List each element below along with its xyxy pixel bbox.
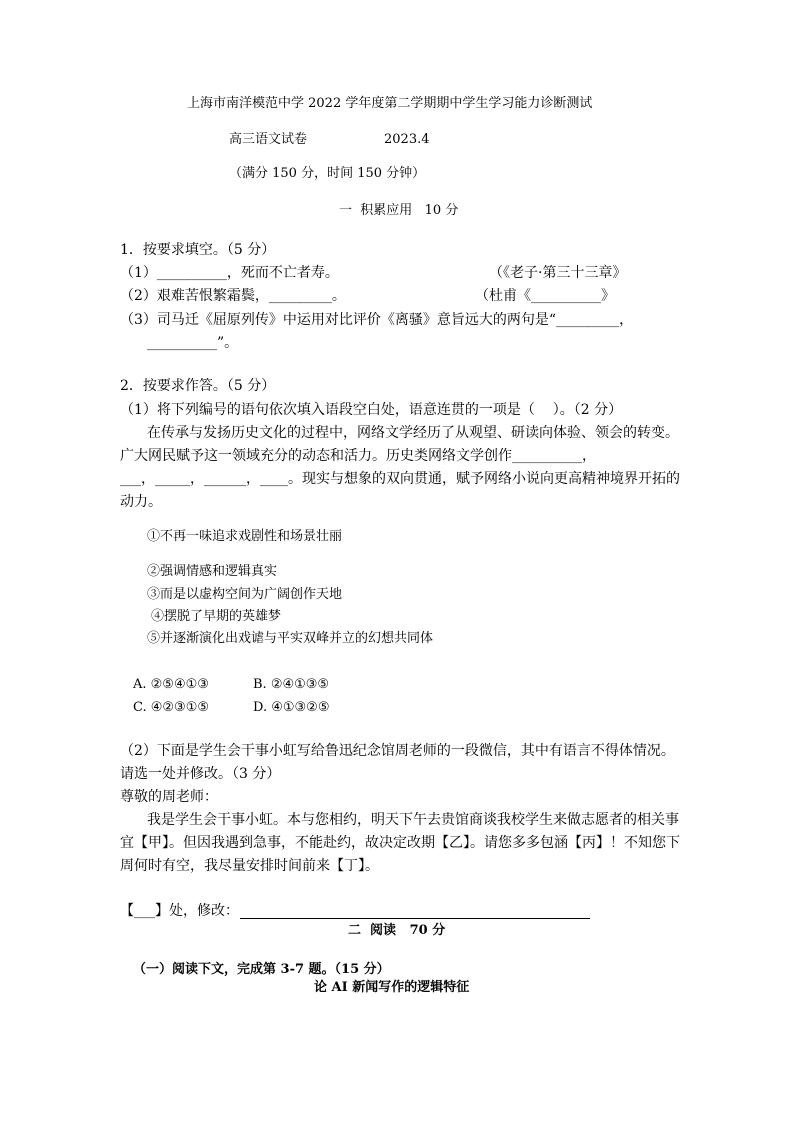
choice-a: A. ②⑤④①③ [133,677,209,692]
q2-sentence-option: ②强调情感和逻辑真实 [147,564,278,579]
q1-item-1: （1）__________，死而不亡者寿。 [120,265,339,281]
letter-body-line: 周何时有空，我尽量安排时间前来【丁】。 [120,858,379,874]
answer-prefix: 【___】处，修改： [120,903,239,919]
q1-label: 1．按要求填空。（5 分） [120,242,276,258]
reading-part1-label: （一）阅读下文，完成第 3-7 题。（15 分） [133,962,390,977]
q1-item-3-cont: __________”。 [147,335,239,351]
exam-title: 上海市南洋模范中学 2022 学年度第二学期期中学生学习能力诊断测试 [187,96,593,111]
section1-heading: 一 积累应用 10 分 [339,203,459,218]
q1-item-2: （2）艰难苦恨繁霜鬓，_________。 [120,288,346,304]
choice-c: C. ④②③①⑤ [133,700,210,715]
full-marks-note: （满分 150 分，时间 150 分钟） [229,166,426,181]
q2-sentence-option: ④摆脱了早期的英雄梦 [151,609,282,624]
answer-blank-line[interactable] [240,918,590,919]
letter-greeting: 尊敬的周老师： [120,789,218,805]
choice-b: B. ②④①③⑤ [253,677,330,692]
q2-sub2-prompt: （2）下面是学生会干事小虹写给鲁迅纪念馆周老师的一段微信，其中有语言不得体情况。 [120,743,675,759]
exam-date: 2023.4 [384,132,430,147]
q2-sub1-prompt: （1）将下列编号的语句依次填入语段空白处，语意连贯的一项是（ ）。（2 分） [120,402,623,418]
choice-d: D. ④①③②⑤ [253,700,330,715]
q1-item-2-source: （杜甫《__________》 [475,288,615,304]
q2-passage-line: 动力。 [120,494,162,510]
q2-sub2-prompt: 请选一处并修改。（3 分） [120,766,281,782]
q2-sentence-option: ③而是以虚构空间为广阔创作天地 [147,587,343,602]
exam-subject: 高三语文试卷 [229,132,308,147]
article-title: 论 AI 新闻写作的逻辑特征 [314,980,470,995]
q2-passage-line: ___，_____，______，____。现实与想象的双向贯通，赋予网络小说向更高精神境界开拓的 [120,471,680,487]
letter-body-line: 我是学生会干事小虹。本与您相约，明天下午去贵馆商谈我校学生来做志愿者的相关事 [147,812,679,828]
letter-body-line: 宜【甲】。但因我遇到急事，不能赴约，故决定改期【乙】。请您多多包涵【丙】！不知您下 [120,835,680,851]
q2-label: 2．按要求作答。（5 分） [120,378,276,394]
q1-item-1-source: （《老子·第三十三章》 [489,265,627,281]
q2-passage-line: 在传承与发扬历史文化的过程中，网络文学经历了从观望、研读向体验、领会的转变。 [147,425,679,441]
section2-heading: 二 阅读 70 分 [348,923,446,938]
q2-sentence-option: ①不再一味追求戏剧性和场景壮丽 [147,529,343,544]
q2-passage-line: 广大网民赋予这一领域充分的动态和活力。历史类网络文学创作__________， [120,448,596,464]
q2-sentence-option: ⑤并逐渐演化出戏谑与平实双峰并立的幻想共同体 [147,631,434,646]
q1-item-3: （3）司马迁《屈原列传》中运用对比评价《离骚》意旨远大的两句是“_________， [120,312,634,328]
